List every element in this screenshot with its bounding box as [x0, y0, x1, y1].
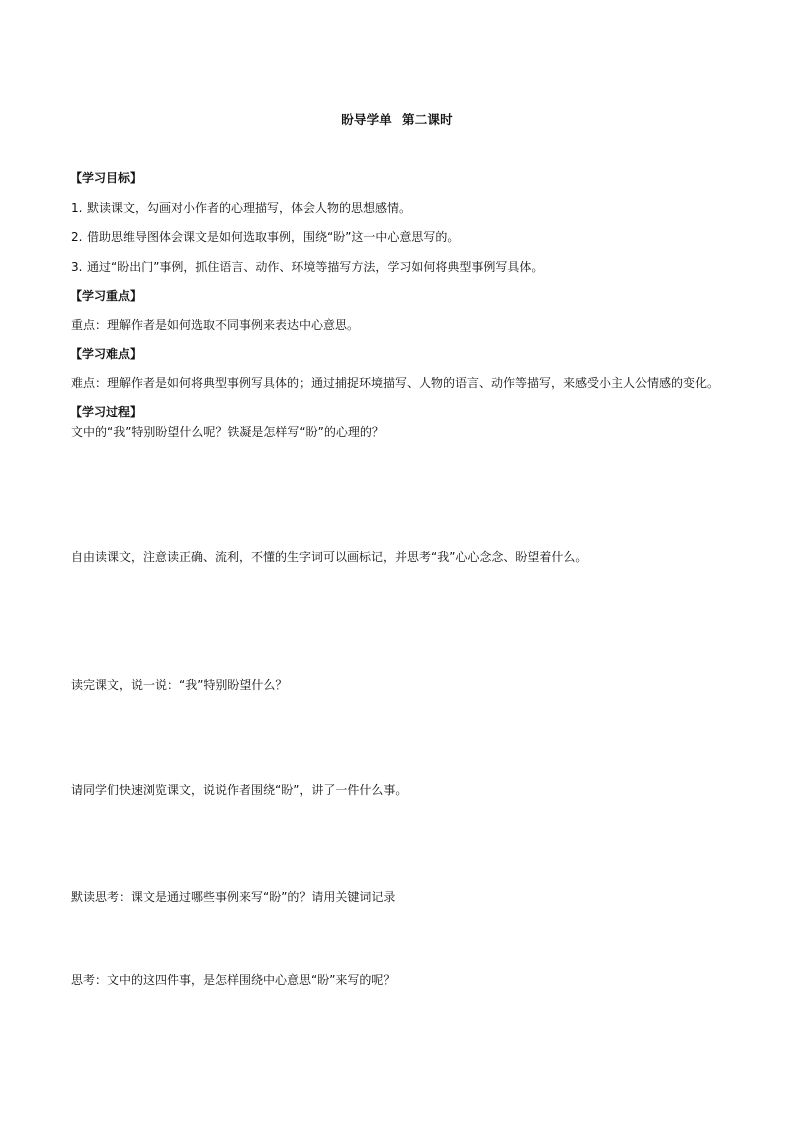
key-points-text: 重点：理解作者是如何选取不同事例来表达中心意思。	[71, 318, 360, 332]
goal-text: 通过“盼出门”事例，抓住语言、动作、环境等描写方法，学习如何将典型事例写具体。	[87, 260, 544, 274]
difficulty-heading: 【学习难点】	[70, 347, 143, 361]
question-1: 文中的“我”特别盼望什么呢？铁凝是怎样写“盼”的心理的？	[71, 425, 384, 439]
goal-item-1	[71, 199, 411, 216]
goals-heading: 【学习目标】	[70, 171, 143, 185]
goal-item-3	[71, 258, 543, 275]
goal-text: 借助思维导图体会课文是如何选取事例，围绕“盼”这一中心意思写的。	[87, 230, 460, 244]
goal-number: 2.	[71, 230, 83, 244]
goal-number: 3.	[71, 260, 83, 274]
question-5: 默读思考：课文是通过哪些事例来写“盼”的？请用关键词记录	[71, 890, 396, 904]
goal-item-2	[71, 228, 459, 245]
key-points-heading: 【学习重点】	[70, 289, 143, 303]
question-4: 请同学们快速浏览课文，说说作者围绕“盼”，讲了一件什么事。	[71, 783, 408, 797]
difficulty-text: 难点：理解作者是如何将典型事例写具体的；通过捕捉环境描写、人物的语言、动作等描写，来感受小主人公情感的变化。	[71, 376, 720, 390]
question-3: 读完课文，说一说：“我”特别盼望什么？	[71, 678, 288, 692]
question-6: 思考：文中的这四件事，是怎样围绕中心意思“盼”来写的呢？	[71, 973, 396, 987]
question-2: 自由读课文，注意读正确、流利，不懂的生字词可以画标记，并思考“我”心心念念、盼望着什么。	[71, 550, 588, 564]
title-main: 盼导学单	[341, 112, 392, 127]
goal-number: 1.	[71, 201, 83, 215]
goal-text: 默读课文，勾画对小作者的心理描写，体会人物的思想感情。	[87, 201, 412, 215]
page-title	[0, 110, 794, 128]
title-lesson: 第二课时	[402, 112, 453, 127]
process-heading: 【学习过程】	[70, 405, 143, 419]
